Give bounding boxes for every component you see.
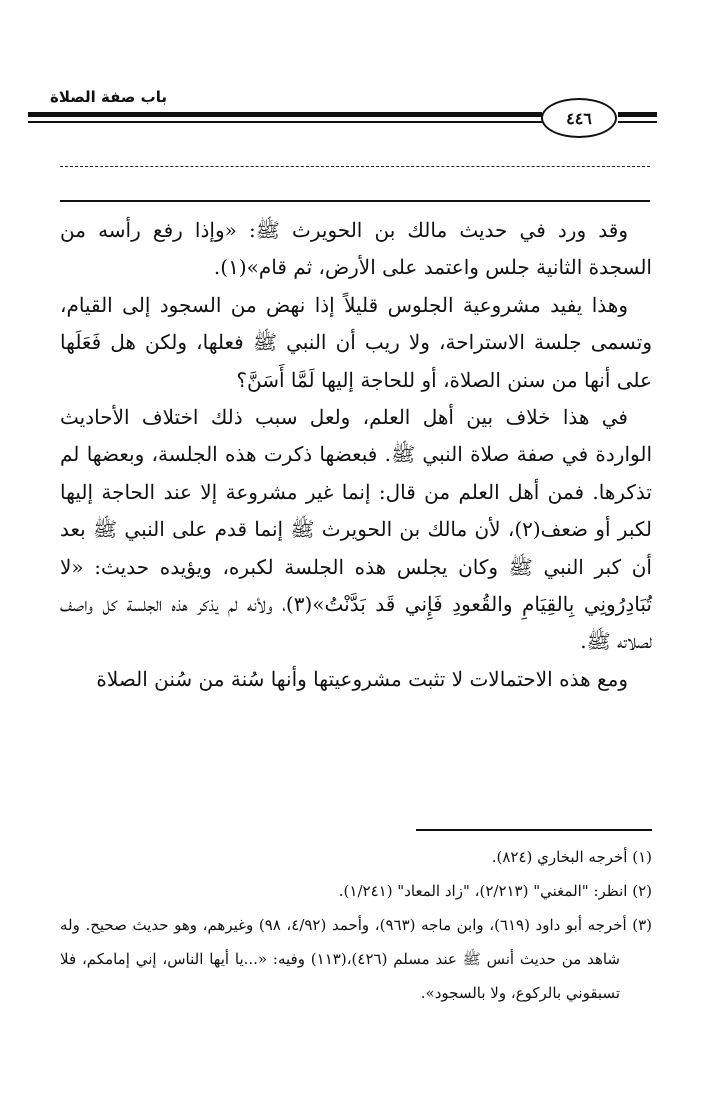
paragraph-1: وقد ورد في حديث مالك بن الحويرث ﷺ: «وإذا رفع رأسه من السجدة الثانية جلس واعتمد على الأرض، ثم قام»(١). — [60, 218, 652, 280]
page-number: ٤٤٦ — [541, 98, 617, 138]
footnote-2: (٢) انظر: "المغني" (٢/٢١٣)، "زاد المعاد" (١/٢٤١). — [338, 882, 652, 900]
paragraph-3: في هذا خلاف بين أهل العلم، ولعل سبب ذلك اختلاف الأحاديث الواردة في صفة صلاة النبي ﷺ. فبعضها ذكرت هذه الجلسة، وبعضها لم تذكرها. فمن أهل العلم من قال: إنما غير مشروعة إلا عند الحاجة إليها لكبر أو ضعف(٢)، لأن مالك بن الحويرث ﷺ إنما قدم على النبي ﷺ بعد أن كبر النبي ﷺ وكان يجلس هذه الجلسة لكبره، ويؤيده حديث: «لا تُبَادِرُونِي بِالقِيَامِ والقُعودِ فَإِني قَد بَدَّنْتُ»(٣)، ولأنه لم يذكر هذه الجلسة كل واصف لصلاته ﷺ. — [60, 405, 652, 654]
footnotes — [60, 840, 652, 1010]
paragraph-2: وهذا يفيد مشروعية الجلوس قليلاً إذا نهض من السجود إلى القيام، وتسمى جلسة الاستراحة، ولا ريب أن النبي ﷺ فعلها، ولكن هل فَعَلَها على أنها من سنن الصلاة، أو للحاجة إليها لَمَّا أَسَنَّ؟ — [60, 292, 652, 392]
header-rule-right-thin — [618, 121, 657, 123]
body-text — [60, 212, 652, 698]
header-rule-thin — [28, 121, 542, 123]
footnote-3: (٣) أخرجه أبو داود (٦١٩)، وابن ماجه (٩٦٣)، وأحمد (٤/٩٢، ٩٨) وغيرهم، وهو حديث صحيح. وله شاهد من حديث أنس ﷺ عند مسلم (٤٢٦)،(١١٣) وفيه: «...يا أيها الناس، إني إمامكم، فلا تسبقوني بالركوع، ولا بالسجود». — [60, 916, 653, 1002]
section-title: باب صفة الصلاة — [50, 88, 167, 106]
header-rule-thick — [28, 112, 542, 117]
separator-rule — [60, 200, 650, 202]
header-rule-right-thick — [618, 112, 657, 117]
paragraph-4: ومع هذه الاحتمالات لا تثبت مشروعيتها وأنها سُنة من سُنن الصلاة — [96, 666, 628, 691]
dashed-separator — [60, 166, 650, 167]
footnote-rule — [416, 829, 652, 831]
footnote-1: (١) أخرجه البخاري (٨٢٤). — [491, 848, 652, 866]
